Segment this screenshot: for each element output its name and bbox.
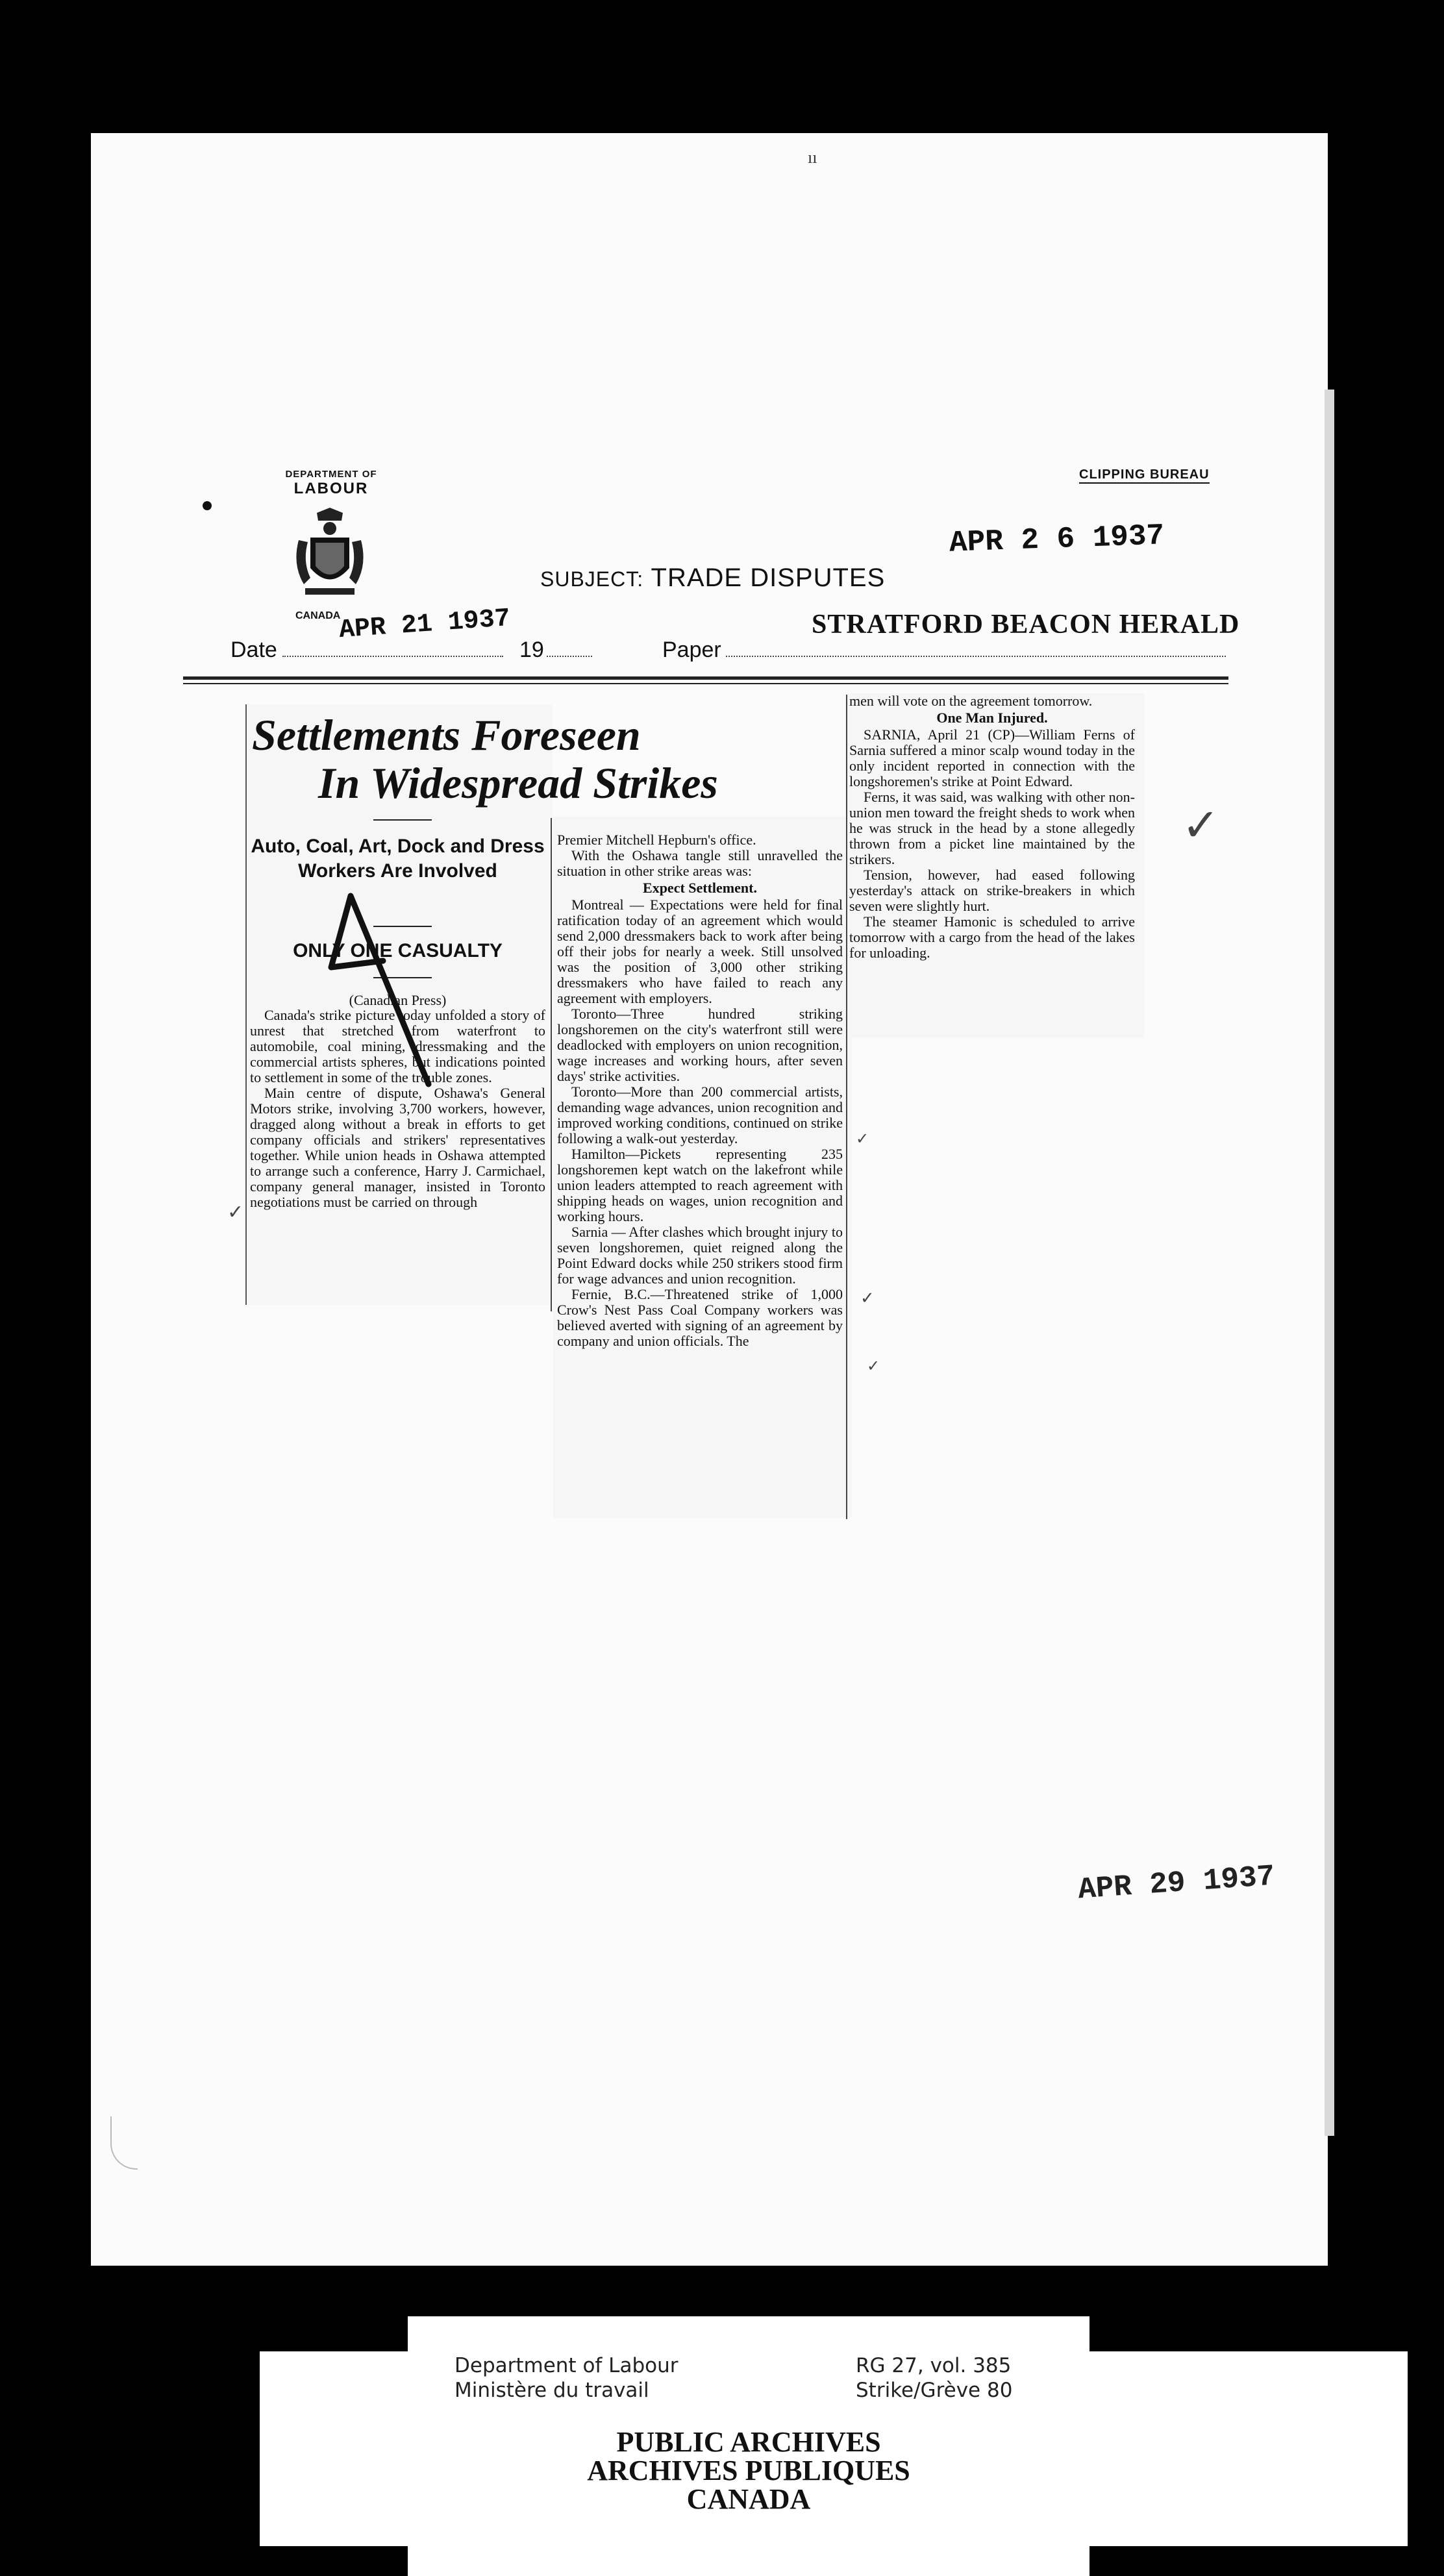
paragraph: men will vote on the agreement tomorrow.: [849, 693, 1093, 709]
checkmark-icon: ✓: [227, 1201, 244, 1224]
paper-label: Paper: [662, 638, 721, 662]
headline-line1: Settlements Foreseen: [252, 710, 641, 760]
archive-title-line3: CANADA: [686, 2483, 811, 2515]
archive-ref-line2: Strike/Grève 80: [856, 2379, 1013, 2402]
pencil-mark: ıı: [808, 148, 817, 167]
archive-dept-en: Department of Labour: [454, 2354, 678, 2377]
subject-line: [540, 564, 885, 593]
archive-title-line2: ARCHIVES PUBLIQUES: [587, 2455, 910, 2486]
year-label: 19: [519, 638, 544, 662]
checkmark-icon: ✓: [1182, 799, 1220, 852]
checkmark-icon: ✓: [860, 1289, 875, 1308]
archive-ref-line1: RG 27, vol. 385: [856, 2354, 1012, 2377]
date-stamp: APR 21 1937: [338, 604, 512, 646]
subject-label: SUBJECT:: [540, 567, 644, 591]
archive-dept-fr: Ministère du travail: [454, 2379, 649, 2402]
dept-line2: LABOUR: [293, 480, 369, 497]
header-rule-thin: [183, 683, 1228, 684]
archive-title-line1: PUBLIC ARCHIVES: [616, 2426, 881, 2458]
paragraph: Toronto—More than 200 commercial artists, demanding wage advances, union recognition and improved working conditions, continued on strike following a walk-out yesterday.: [557, 1084, 843, 1146]
clipping-bureau-label: CLIPPING BUREAU: [1079, 467, 1210, 484]
paragraph: Sarnia — After clashes which brought injury to seven longshoremen, quiet reigned along the Point Edward docks while 250 strikers stood firm for wage advances and union recognition.: [557, 1224, 843, 1287]
year-field-dots: [547, 656, 592, 657]
article-column-c: [849, 693, 1135, 961]
paragraph: Tension, however, had eased following yesterday's attack on strike-breakers in which seven were slightly hurt.: [849, 867, 1135, 914]
paper-field-dots: [726, 656, 1226, 657]
archive-title: [408, 2428, 1089, 2514]
headline-rule: [373, 819, 432, 821]
section-heading: One Man Injured.: [936, 710, 1048, 726]
received-date-stamp: APR 2 6 1937: [949, 519, 1165, 560]
paragraph: SARNIA, April 21 (CP)—William Ferns of Sarnia suffered a minor scalp wound today in the only incident reported in connection with the longshoremen's strike at Point Edward.: [849, 726, 1135, 789]
paragraph: Premier Mitchell Hepburn's office.: [557, 832, 756, 848]
coat-of-arms-icon: [291, 506, 369, 604]
column-divider: [846, 695, 847, 1519]
article-column-b: [557, 832, 843, 1349]
filed-date-stamp: APR 29 1937: [1077, 1859, 1276, 1907]
paragraph: The steamer Hamonic is scheduled to arrive tomorrow with a cargo from the head of the lakes for unloading.: [849, 913, 1135, 961]
article-deck: Auto, Coal, Art, Dock and Dress Workers Are Involved: [251, 836, 545, 882]
section-heading: Expect Settlement.: [643, 880, 757, 896]
sheet-edge: [1325, 390, 1334, 2136]
column-divider: [551, 818, 552, 1311]
subject-value: TRADE DISPUTES: [651, 564, 886, 592]
paragraph: Ferns, it was said, was walking with other non-union men toward the freight sheds to work when he was struck in the head by a stone allegedly thrown from a picket line maintained by the strikers.: [849, 789, 1135, 867]
article-subhead: ONLY ONE CASUALTY: [293, 940, 503, 961]
punch-dot: [203, 501, 212, 510]
paper-name-stamp: STRATFORD BEACON HERALD: [812, 610, 1240, 639]
department-heading: [256, 469, 406, 498]
paragraph: Toronto—Three hundred striking longshoremen on the city's waterfront still were deadlocked with employers on union recognition, wage increases and working hours, after seven days' strike activities.: [557, 1006, 843, 1084]
dept-line1: DEPARTMENT OF: [285, 469, 377, 480]
date-label: Date: [230, 638, 277, 662]
date-field-dots: [282, 656, 503, 657]
headline-line2: In Widespread Strikes: [318, 758, 718, 808]
checkmark-icon: ✓: [856, 1130, 869, 1148]
paragraph: Hamilton—Pickets representing 235 longshoremen kept watch on the lakefront while union leaders attempted to reach agreement with shipping heads on wages, union recognition and working hours.: [557, 1146, 843, 1224]
checkmark-icon: ✓: [867, 1357, 880, 1375]
article-byline: (Canadian Press): [349, 992, 447, 1008]
canada-label: CANADA: [295, 610, 341, 621]
paragraph: With the Oshawa tangle still unravelled the situation in other strike areas was:: [557, 847, 843, 879]
paragraph: Main centre of dispute, Oshawa's General Motors strike, involving 3,700 workers, however, dragged along without a break in efforts to get company officials and strikers' representatives together. While union heads in Oshawa attempted to arrange such a conference, Harry J. Carmichael, company general manager, insisted in Toronto negotiations must be carried on through: [250, 1085, 545, 1210]
paragraph: Fernie, B.C.—Threatened strike of 1,000 Crow's Nest Pass Coal Company workers was believed averted with signing of an agreement by company and union officials. The: [557, 1286, 843, 1349]
paragraph: Canada's strike picture today unfolded a story of unrest that stretched from waterfront to automobile, coal mining, dressmaking and the commercial artists spheres, but indications pointed to settlement in some of the trouble zones.: [250, 1007, 545, 1085]
paragraph: Montreal — Expectations were held for final ratification today of an agreement which would send 2,000 dressmakers back to work after being off their jobs for nearly a week. Still unsolved was the position of 3,000 other striking dressmakers who have failed to reach any agreement with employers.: [557, 897, 843, 1006]
pencil-arrow-icon: [325, 889, 454, 1104]
header-rule: [183, 676, 1228, 680]
